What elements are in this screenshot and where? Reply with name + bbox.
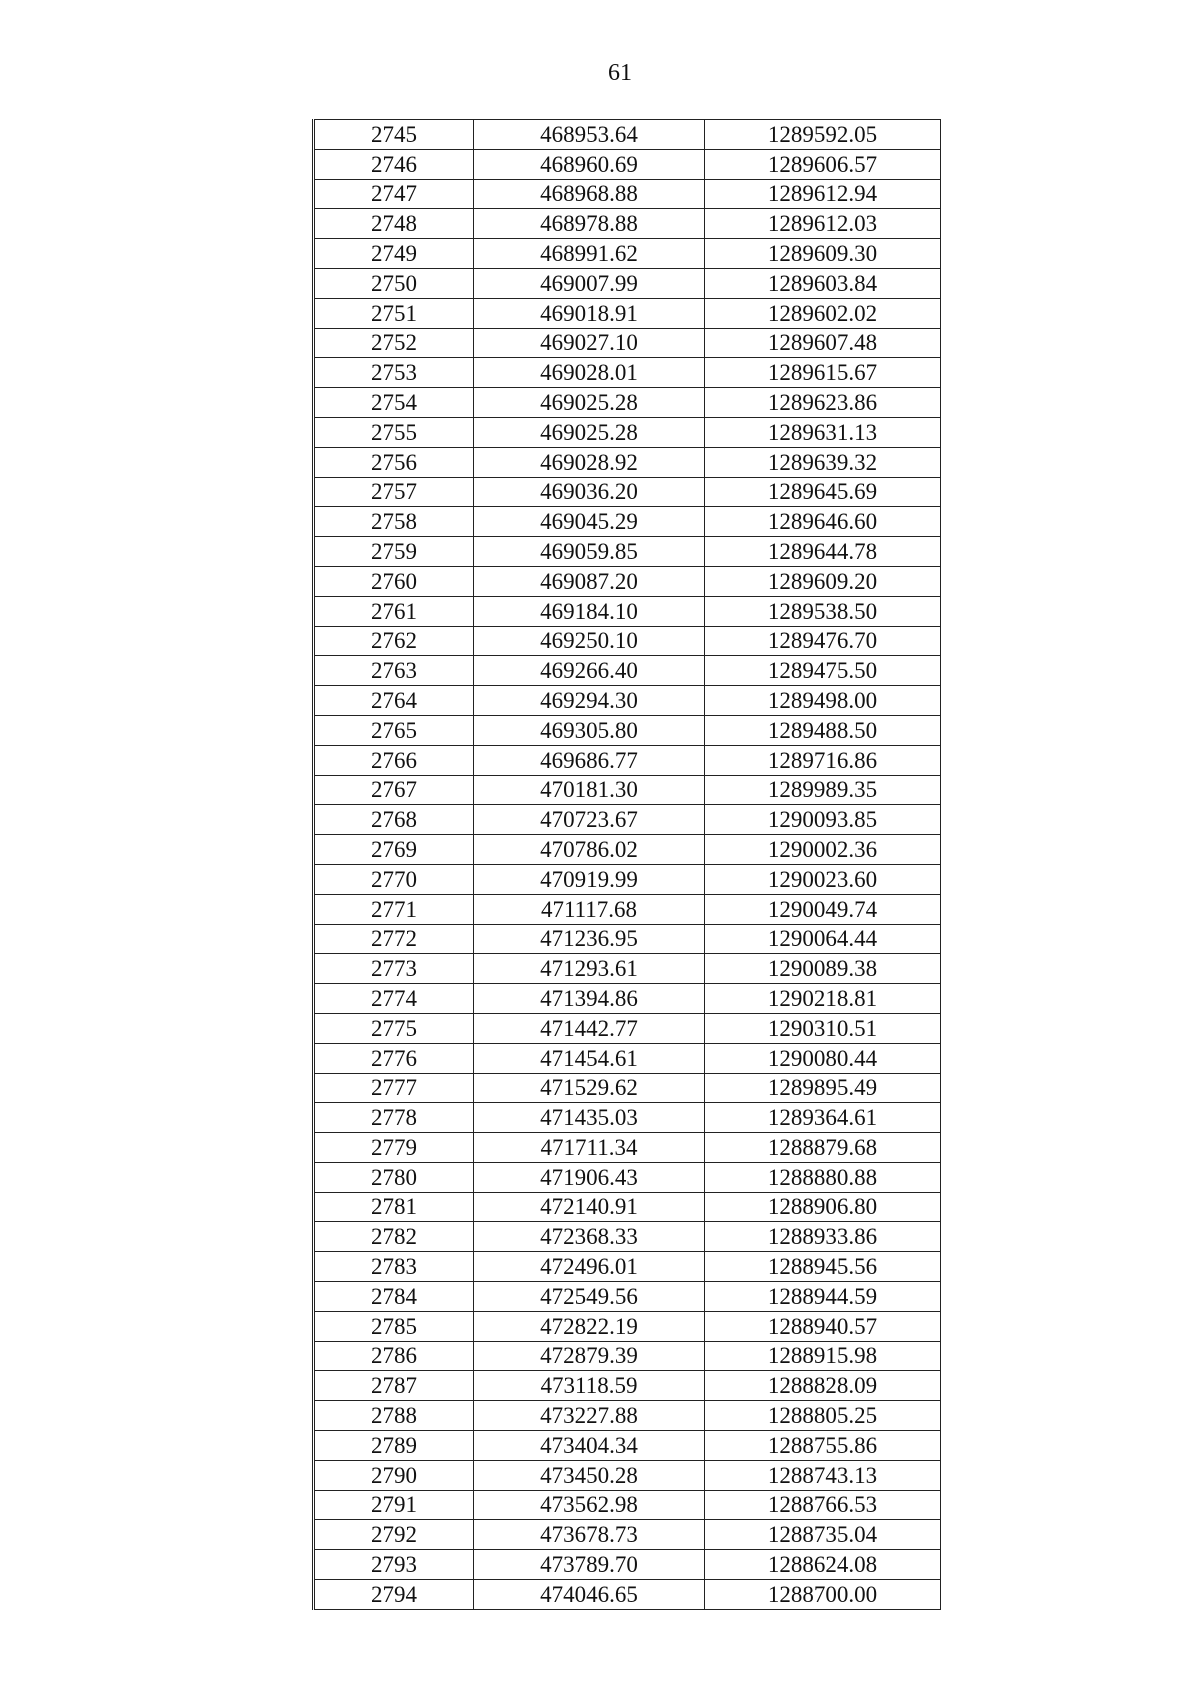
- table-row: [314, 239, 941, 269]
- x-coordinate-cell: 471442.77: [474, 1013, 705, 1043]
- table-row: [314, 358, 941, 388]
- point-number-cell: 2790: [314, 1460, 474, 1490]
- y-coordinate-cell: 1289615.67: [705, 358, 941, 388]
- x-coordinate-cell: 471454.61: [474, 1043, 705, 1073]
- point-number-cell: 2761: [314, 596, 474, 626]
- x-coordinate-cell: 470786.02: [474, 835, 705, 865]
- table-row: [314, 924, 941, 954]
- point-number-cell: 2779: [314, 1133, 474, 1163]
- y-coordinate-cell: 1290023.60: [705, 864, 941, 894]
- table-row: [314, 417, 941, 447]
- table-row: [314, 954, 941, 984]
- x-coordinate-cell: 469018.91: [474, 298, 705, 328]
- x-coordinate-cell: 471906.43: [474, 1162, 705, 1192]
- table-row: [314, 120, 941, 150]
- table-row: [314, 1311, 941, 1341]
- point-number-cell: 2778: [314, 1103, 474, 1133]
- y-coordinate-cell: 1288700.00: [705, 1580, 941, 1610]
- y-coordinate-cell: 1288766.53: [705, 1490, 941, 1520]
- y-coordinate-cell: 1289364.61: [705, 1103, 941, 1133]
- point-number-cell: 2749: [314, 239, 474, 269]
- y-coordinate-cell: 1289644.78: [705, 537, 941, 567]
- x-coordinate-cell: 469027.10: [474, 328, 705, 358]
- table-row: [314, 298, 941, 328]
- point-number-cell: 2763: [314, 656, 474, 686]
- point-number-cell: 2754: [314, 388, 474, 418]
- point-number-cell: 2774: [314, 984, 474, 1014]
- point-number-cell: 2756: [314, 447, 474, 477]
- point-number-cell: 2782: [314, 1222, 474, 1252]
- point-number-cell: 2766: [314, 745, 474, 775]
- point-number-cell: 2783: [314, 1252, 474, 1282]
- y-coordinate-cell: 1289475.50: [705, 656, 941, 686]
- point-number-cell: 2772: [314, 924, 474, 954]
- x-coordinate-cell: 472549.56: [474, 1282, 705, 1312]
- point-number-cell: 2758: [314, 507, 474, 537]
- table-row: [314, 1073, 941, 1103]
- table-row: [314, 1580, 941, 1610]
- table-row: [314, 209, 941, 239]
- point-number-cell: 2788: [314, 1401, 474, 1431]
- x-coordinate-cell: 472822.19: [474, 1311, 705, 1341]
- table-row: [314, 1133, 941, 1163]
- table-row: [314, 1013, 941, 1043]
- table-row: [314, 537, 941, 567]
- table-row: [314, 1520, 941, 1550]
- y-coordinate-cell: 1289592.05: [705, 120, 941, 150]
- x-coordinate-cell: 470181.30: [474, 775, 705, 805]
- y-coordinate-cell: 1288945.56: [705, 1252, 941, 1282]
- y-coordinate-cell: 1288915.98: [705, 1341, 941, 1371]
- y-coordinate-cell: 1289607.48: [705, 328, 941, 358]
- point-number-cell: 2770: [314, 864, 474, 894]
- y-coordinate-cell: 1289716.86: [705, 745, 941, 775]
- table-row: [314, 1222, 941, 1252]
- point-number-cell: 2751: [314, 298, 474, 328]
- y-coordinate-cell: 1289603.84: [705, 268, 941, 298]
- table-row: [314, 1103, 941, 1133]
- y-coordinate-cell: 1288828.09: [705, 1371, 941, 1401]
- y-coordinate-cell: 1290093.85: [705, 805, 941, 835]
- x-coordinate-cell: 471529.62: [474, 1073, 705, 1103]
- point-number-cell: 2771: [314, 894, 474, 924]
- table-row: [314, 1282, 941, 1312]
- y-coordinate-cell: 1289609.30: [705, 239, 941, 269]
- y-coordinate-cell: 1289612.94: [705, 179, 941, 209]
- table-row: [314, 984, 941, 1014]
- y-coordinate-cell: 1289646.60: [705, 507, 941, 537]
- table-row: [314, 596, 941, 626]
- table-row: [314, 715, 941, 745]
- point-number-cell: 2745: [314, 120, 474, 150]
- table-row: [314, 626, 941, 656]
- table-row: [314, 1162, 941, 1192]
- y-coordinate-cell: 1289612.03: [705, 209, 941, 239]
- point-number-cell: 2768: [314, 805, 474, 835]
- point-number-cell: 2746: [314, 149, 474, 179]
- point-number-cell: 2775: [314, 1013, 474, 1043]
- point-number-cell: 2755: [314, 417, 474, 447]
- x-coordinate-cell: 469036.20: [474, 477, 705, 507]
- x-coordinate-cell: 473118.59: [474, 1371, 705, 1401]
- point-number-cell: 2784: [314, 1282, 474, 1312]
- y-coordinate-cell: 1289538.50: [705, 596, 941, 626]
- x-coordinate-cell: 473450.28: [474, 1460, 705, 1490]
- point-number-cell: 2757: [314, 477, 474, 507]
- x-coordinate-cell: 472368.33: [474, 1222, 705, 1252]
- point-number-cell: 2785: [314, 1311, 474, 1341]
- table-row: [314, 388, 941, 418]
- y-coordinate-cell: 1288879.68: [705, 1133, 941, 1163]
- y-coordinate-cell: 1290310.51: [705, 1013, 941, 1043]
- x-coordinate-cell: 471117.68: [474, 894, 705, 924]
- point-number-cell: 2759: [314, 537, 474, 567]
- table-row: [314, 835, 941, 865]
- y-coordinate-cell: 1289602.02: [705, 298, 941, 328]
- point-number-cell: 2787: [314, 1371, 474, 1401]
- coordinates-table-body: [314, 120, 941, 1610]
- y-coordinate-cell: 1290089.38: [705, 954, 941, 984]
- y-coordinate-cell: 1289623.86: [705, 388, 941, 418]
- y-coordinate-cell: 1290002.36: [705, 835, 941, 865]
- table-row: [314, 1550, 941, 1580]
- y-coordinate-cell: 1288735.04: [705, 1520, 941, 1550]
- y-coordinate-cell: 1289488.50: [705, 715, 941, 745]
- x-coordinate-cell: 468953.64: [474, 120, 705, 150]
- point-number-cell: 2789: [314, 1431, 474, 1461]
- y-coordinate-cell: 1289989.35: [705, 775, 941, 805]
- point-number-cell: 2793: [314, 1550, 474, 1580]
- x-coordinate-cell: 470723.67: [474, 805, 705, 835]
- point-number-cell: 2773: [314, 954, 474, 984]
- table-row: [314, 477, 941, 507]
- x-coordinate-cell: 468991.62: [474, 239, 705, 269]
- point-number-cell: 2794: [314, 1580, 474, 1610]
- x-coordinate-cell: 469059.85: [474, 537, 705, 567]
- y-coordinate-cell: 1288624.08: [705, 1550, 941, 1580]
- table-row: [314, 1341, 941, 1371]
- table-row: [314, 1371, 941, 1401]
- y-coordinate-cell: 1289645.69: [705, 477, 941, 507]
- x-coordinate-cell: 470919.99: [474, 864, 705, 894]
- x-coordinate-cell: 468968.88: [474, 179, 705, 209]
- x-coordinate-cell: 471435.03: [474, 1103, 705, 1133]
- table-row: [314, 1490, 941, 1520]
- table-row: [314, 149, 941, 179]
- table-row: [314, 1460, 941, 1490]
- point-number-cell: 2769: [314, 835, 474, 865]
- x-coordinate-cell: 472140.91: [474, 1192, 705, 1222]
- x-coordinate-cell: 473789.70: [474, 1550, 705, 1580]
- point-number-cell: 2765: [314, 715, 474, 745]
- y-coordinate-cell: 1288940.57: [705, 1311, 941, 1341]
- x-coordinate-cell: 469087.20: [474, 566, 705, 596]
- table-row: [314, 566, 941, 596]
- x-coordinate-cell: 474046.65: [474, 1580, 705, 1610]
- x-coordinate-cell: 469045.29: [474, 507, 705, 537]
- y-coordinate-cell: 1289895.49: [705, 1073, 941, 1103]
- y-coordinate-cell: 1288743.13: [705, 1460, 941, 1490]
- y-coordinate-cell: 1289639.32: [705, 447, 941, 477]
- point-number-cell: 2786: [314, 1341, 474, 1371]
- table-row: [314, 1431, 941, 1461]
- y-coordinate-cell: 1288880.88: [705, 1162, 941, 1192]
- coordinates-table: [312, 119, 941, 1610]
- x-coordinate-cell: 469025.28: [474, 388, 705, 418]
- x-coordinate-cell: 469250.10: [474, 626, 705, 656]
- table-row: [314, 1252, 941, 1282]
- table-row: [314, 268, 941, 298]
- page-number: 61: [608, 60, 632, 86]
- x-coordinate-cell: 471236.95: [474, 924, 705, 954]
- point-number-cell: 2750: [314, 268, 474, 298]
- point-number-cell: 2791: [314, 1490, 474, 1520]
- point-number-cell: 2752: [314, 328, 474, 358]
- table-row: [314, 686, 941, 716]
- y-coordinate-cell: 1288906.80: [705, 1192, 941, 1222]
- table-row: [314, 1401, 941, 1431]
- y-coordinate-cell: 1289606.57: [705, 149, 941, 179]
- table-row: [314, 328, 941, 358]
- point-number-cell: 2767: [314, 775, 474, 805]
- point-number-cell: 2792: [314, 1520, 474, 1550]
- table-row: [314, 864, 941, 894]
- x-coordinate-cell: 469025.28: [474, 417, 705, 447]
- table-row: [314, 507, 941, 537]
- y-coordinate-cell: 1288755.86: [705, 1431, 941, 1461]
- y-coordinate-cell: 1289498.00: [705, 686, 941, 716]
- x-coordinate-cell: 469305.80: [474, 715, 705, 745]
- y-coordinate-cell: 1289631.13: [705, 417, 941, 447]
- x-coordinate-cell: 472879.39: [474, 1341, 705, 1371]
- table-row: [314, 1043, 941, 1073]
- x-coordinate-cell: 469028.01: [474, 358, 705, 388]
- x-coordinate-cell: 473562.98: [474, 1490, 705, 1520]
- y-coordinate-cell: 1288805.25: [705, 1401, 941, 1431]
- y-coordinate-cell: 1290218.81: [705, 984, 941, 1014]
- point-number-cell: 2762: [314, 626, 474, 656]
- table-row: [314, 894, 941, 924]
- x-coordinate-cell: 469686.77: [474, 745, 705, 775]
- y-coordinate-cell: 1288944.59: [705, 1282, 941, 1312]
- point-number-cell: 2753: [314, 358, 474, 388]
- point-number-cell: 2748: [314, 209, 474, 239]
- table-row: [314, 447, 941, 477]
- x-coordinate-cell: 469007.99: [474, 268, 705, 298]
- x-coordinate-cell: 468960.69: [474, 149, 705, 179]
- x-coordinate-cell: 471711.34: [474, 1133, 705, 1163]
- y-coordinate-cell: 1289476.70: [705, 626, 941, 656]
- x-coordinate-cell: 473678.73: [474, 1520, 705, 1550]
- point-number-cell: 2776: [314, 1043, 474, 1073]
- point-number-cell: 2760: [314, 566, 474, 596]
- y-coordinate-cell: 1288933.86: [705, 1222, 941, 1252]
- table-row: [314, 775, 941, 805]
- x-coordinate-cell: 473404.34: [474, 1431, 705, 1461]
- point-number-cell: 2777: [314, 1073, 474, 1103]
- x-coordinate-cell: 473227.88: [474, 1401, 705, 1431]
- x-coordinate-cell: 469184.10: [474, 596, 705, 626]
- x-coordinate-cell: 468978.88: [474, 209, 705, 239]
- x-coordinate-cell: 469294.30: [474, 686, 705, 716]
- point-number-cell: 2747: [314, 179, 474, 209]
- table-row: [314, 179, 941, 209]
- y-coordinate-cell: 1290080.44: [705, 1043, 941, 1073]
- x-coordinate-cell: 471293.61: [474, 954, 705, 984]
- table-row: [314, 745, 941, 775]
- point-number-cell: 2780: [314, 1162, 474, 1192]
- y-coordinate-cell: 1289609.20: [705, 566, 941, 596]
- y-coordinate-cell: 1290064.44: [705, 924, 941, 954]
- x-coordinate-cell: 471394.86: [474, 984, 705, 1014]
- x-coordinate-cell: 469028.92: [474, 447, 705, 477]
- x-coordinate-cell: 472496.01: [474, 1252, 705, 1282]
- table-row: [314, 1192, 941, 1222]
- point-number-cell: 2764: [314, 686, 474, 716]
- point-number-cell: 2781: [314, 1192, 474, 1222]
- y-coordinate-cell: 1290049.74: [705, 894, 941, 924]
- table-row: [314, 805, 941, 835]
- x-coordinate-cell: 469266.40: [474, 656, 705, 686]
- table-row: [314, 656, 941, 686]
